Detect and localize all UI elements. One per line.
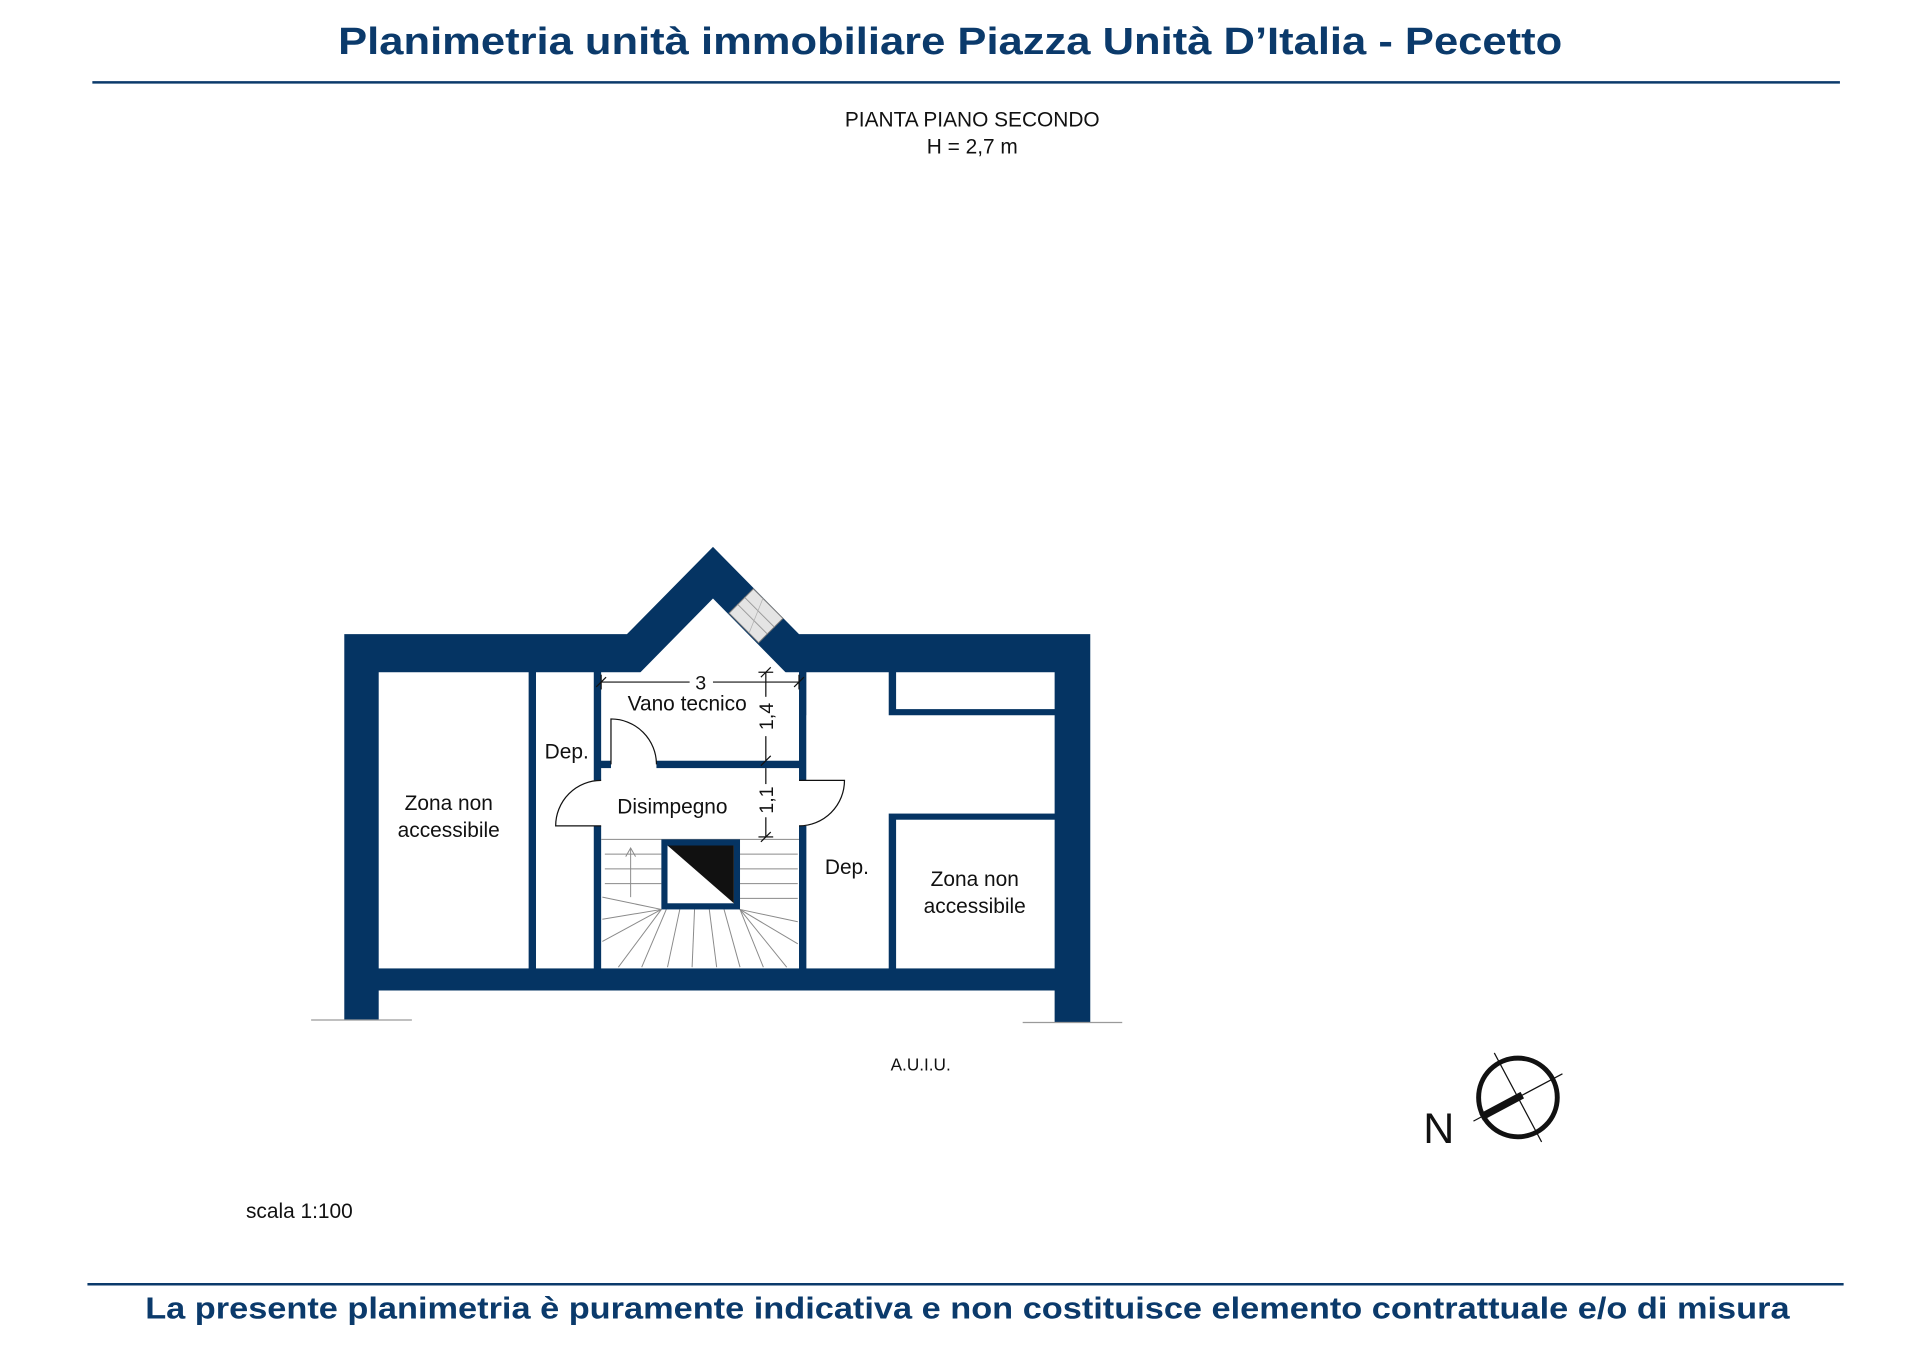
footer-disclaimer: La presente planimetria è puramente indicativa e non costituisce elemento contrattuale e/o di misura xyxy=(145,1290,1791,1326)
room-label-zona-left-line2: accessibile xyxy=(397,818,500,842)
stair-void-icon xyxy=(661,839,740,909)
room-label-zona-left-line1: Zona non xyxy=(404,791,493,815)
plan-note: A.U.I.U. xyxy=(890,1054,951,1075)
page-title: Planimetria unità immobiliare Piazza Unità D’Italia - Pecetto xyxy=(338,21,1563,64)
room-label-dep-right: Dep. xyxy=(824,855,869,879)
door-opening-vano xyxy=(611,759,656,769)
room-label-zona-right-line2: accessibile xyxy=(923,895,1026,919)
room-label-disimpegno: Disimpegno xyxy=(617,795,728,819)
dimension-label-disimpegno-depth: 1,1 xyxy=(756,786,779,814)
room-label-dep-left: Dep. xyxy=(544,740,589,764)
room-label-vano-tecnico: Vano tecnico xyxy=(627,692,747,716)
scale-label: scala 1:100 xyxy=(245,1199,353,1223)
compass-label: N xyxy=(1423,1104,1455,1153)
room-dep-left xyxy=(536,672,594,968)
room-closet xyxy=(896,672,1055,709)
dimension-label-width: 3 xyxy=(695,672,707,695)
dimension-label-vano-depth: 1,4 xyxy=(756,702,779,731)
room-label-zona-right-line1: Zona non xyxy=(930,868,1019,892)
door-opening-right xyxy=(798,780,808,825)
ceiling-height: H = 2,7 m xyxy=(926,135,1018,159)
room-zona-right xyxy=(896,820,1055,969)
north-arrow-icon xyxy=(1450,1029,1586,1165)
door-opening-left xyxy=(593,780,603,825)
floor-name: PIANTA PIANO SECONDO xyxy=(844,108,1100,132)
room-dep-right-extension xyxy=(806,715,1054,813)
